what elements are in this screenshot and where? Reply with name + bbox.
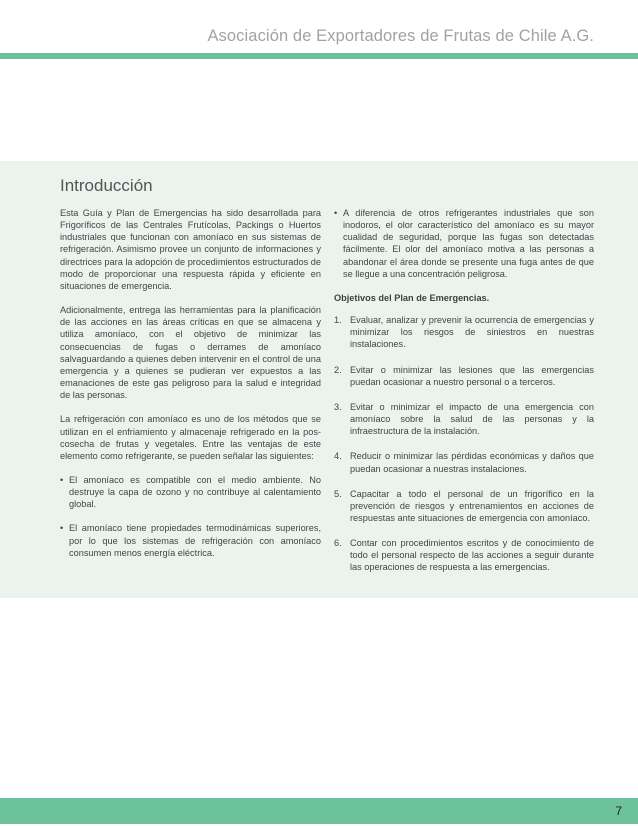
section-title: Introducción <box>60 176 153 195</box>
advantage-bullet <box>334 207 594 280</box>
objective-number: 5. <box>334 488 342 499</box>
intro-paragraph: Esta Guía y Plan de Emergencias ha sido desarrollada para Frigoríficos de las Centrales Frutícolas, Packings o Huertos industriales que funcionan con amoníaco en sus sistemas de refrigeración. Asimismo provee un conjunto de informaciones y directrices para la adopción de procedimientos estructurados de modo de proporcionar una respuesta rápida y eficiente en situaciones de emergencia. <box>60 208 321 291</box>
right-column <box>334 207 594 587</box>
header-accent-bar <box>0 53 638 59</box>
bullet-marker: • <box>334 208 338 218</box>
objective-text: Evaluar, analizar y prevenir la ocurrencia de emergencias y minimizar los riesgos de siniestros en nuestras instalaciones. <box>350 315 594 350</box>
bullet-text: A diferencia de otros refrigerantes industriales que son inodoros, el olor característico del amoníaco es su mayor cualidad de seguridad, porque las fugas son detectadas fácilmente. El olor del amoníaco motiva a las personas a abandonar el área donde se presente una fuga antes de que se llegue a una concentración peligrosa. <box>343 208 594 279</box>
objective-number: 3. <box>334 401 342 412</box>
objective-text: Contar con procedimientos escritos y de conocimiento de todo el personal respecto de las acciones a seguir durante las operaciones de respuesta a las emergencias. <box>350 538 594 573</box>
objective-item <box>334 450 594 474</box>
footer-accent-bar <box>0 798 638 824</box>
advantage-bullet <box>60 474 321 510</box>
objective-item <box>334 401 594 437</box>
intro-paragraph: Adicionalmente, entrega las herramientas para la planificación de las acciones en las áreas críticas en que se almacena y utiliza amoníaco, con el objetivo de minimizar las consecuencias de fugas o derrames de amoníaco salvaguardando a quienes deben intervenir en el control de una emergencia y a quienes se pudieran ver expuestos a las emanaciones de este gas peligroso para la salud e integridad de las personas. <box>60 305 321 401</box>
bullet-marker: • <box>60 523 64 534</box>
objective-number: 1. <box>334 315 342 326</box>
objective-text: Reducir o minimizar las pérdidas económicas y daños que puedan ocasionar a nuestras instalaciones. <box>350 451 594 474</box>
objective-text: Evitar o minimizar el impacto de una emergencia con amoníaco sobre la salud de las personas y la infraestructura de la instalación. <box>350 401 594 437</box>
objective-item <box>334 488 594 524</box>
header-title: Asociación de Exportadores de Frutas de Chile A.G. <box>207 27 594 45</box>
page-number: 7 <box>615 804 622 818</box>
bullet-text: El amoníaco es compatible con el medio ambiente. No destruye la capa de ozono y no contribuye al calentamiento global. <box>69 474 321 510</box>
objective-text: Capacitar a todo el personal de un frigorífico en la prevención de riesgos y entrenamientos en acciones de respuestas ante situaciones de emergencia con amoníaco. <box>350 488 594 523</box>
bullet-text: El amoníaco tiene propiedades termodinámicas superiores, por lo que los sistemas de refrigeración con amoníaco consumen menos energía eléctrica. <box>69 523 321 558</box>
left-column <box>60 207 321 571</box>
objective-item <box>334 314 594 350</box>
objective-item <box>334 537 594 573</box>
bullet-marker: • <box>60 474 64 485</box>
objective-number: 2. <box>334 364 342 375</box>
objective-item <box>334 364 594 388</box>
objectives-heading: Objetivos del Plan de Emergencias. <box>334 292 490 303</box>
objective-number: 4. <box>334 451 342 462</box>
objective-number: 6. <box>334 538 342 549</box>
advantage-bullet <box>60 522 321 558</box>
intro-paragraph: La refrigeración con amoníaco es uno de los métodos que se utilizan en el enfriamiento y almacenaje refrigerado en la pos-cosecha de frutas y vegetales. Entre las ventajas de este elemento como refrigerante, se pueden señalar las siguientes: <box>60 414 321 461</box>
objective-text: Evitar o minimizar las lesiones que las emergencias puedan ocasionar a nuestro personal o a terceros. <box>350 364 594 387</box>
